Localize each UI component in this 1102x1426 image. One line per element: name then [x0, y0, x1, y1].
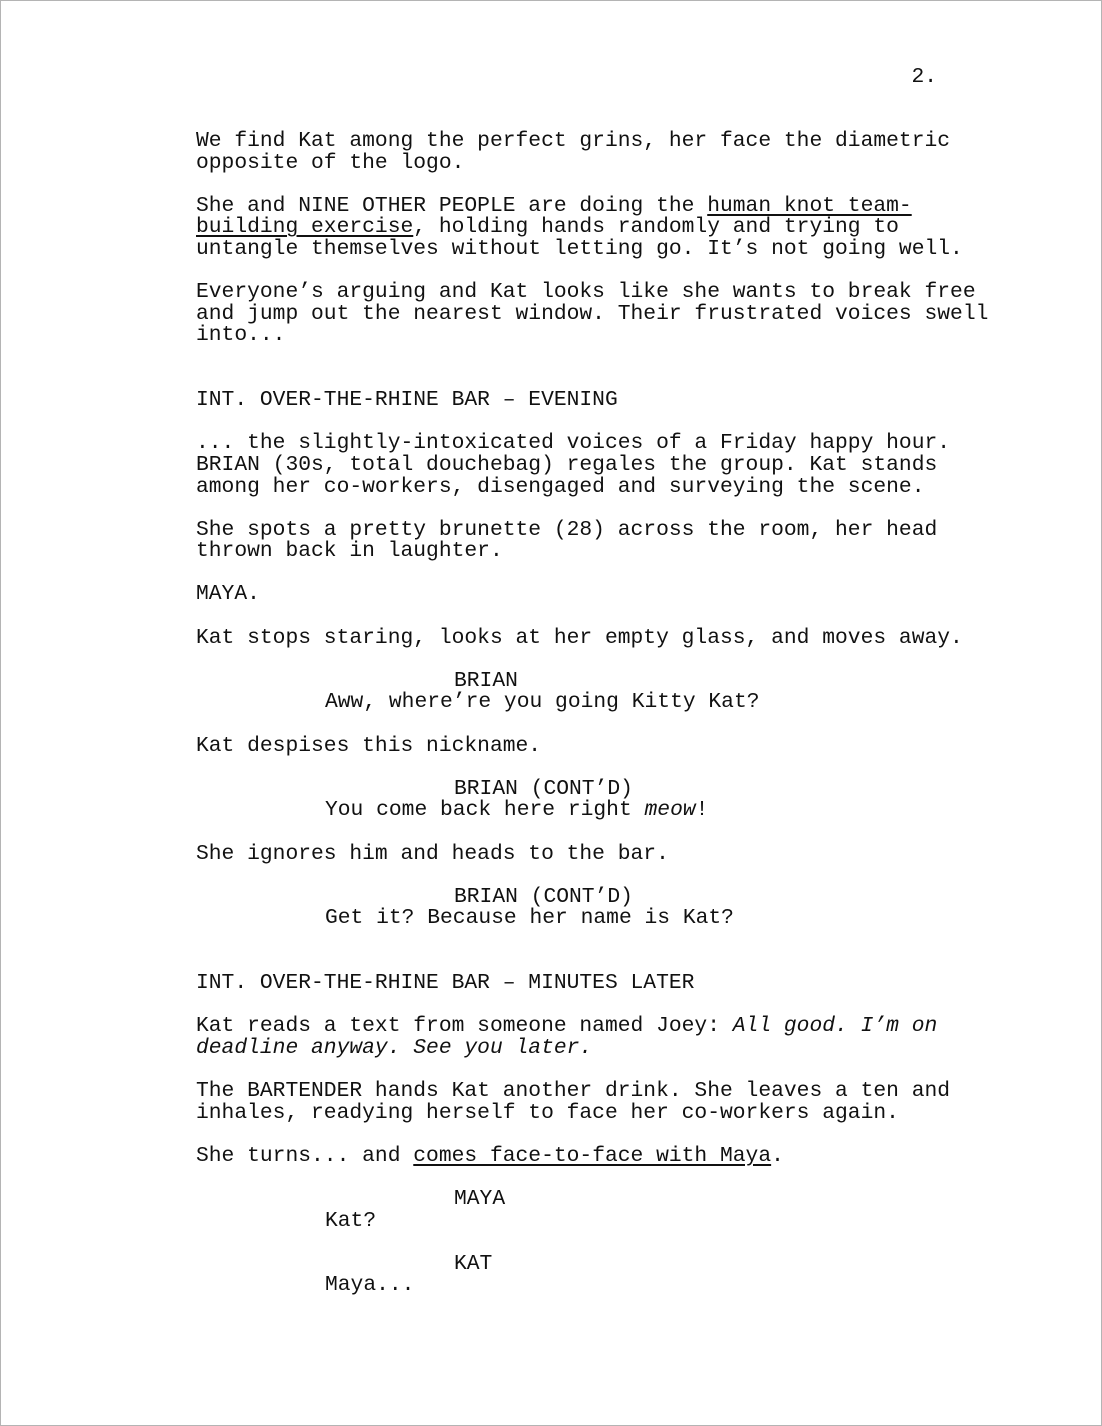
action-line [196, 733, 996, 758]
underlined-text: human knot team-building exercise [196, 193, 912, 240]
action-line [196, 1016, 996, 1059]
action-line [196, 517, 996, 564]
scene-heading: INT. OVER-THE-RHINE BAR – EVENING [196, 388, 618, 413]
underlined-text: comes face-to-face with Maya [413, 1143, 772, 1168]
dialogue-block [196, 884, 996, 931]
character-name: MAYA [454, 1187, 506, 1212]
action-line [196, 584, 996, 606]
dialogue-text: ! [695, 798, 709, 823]
action-text: Kat stops staring, looks at her empty glass, and moves away. [196, 625, 963, 650]
action-line [196, 193, 996, 261]
page-number: 2. [911, 65, 937, 89]
action-text: ... the slightly-intoxicated voices of a Friday happy hour. BRIAN (30s, total douchebag) regales the group. Kat stands among her co-workers, disengaged and surveying the scene. [196, 431, 951, 499]
dialogue-text: You come back here right [325, 798, 645, 823]
dialogue-block [196, 776, 996, 823]
dialogue-block [196, 1189, 996, 1232]
dialogue-line: Get it? Because her name is Kat? [325, 906, 734, 931]
italic-text: All good. I’m on deadline anyway. See you later. [196, 1014, 938, 1060]
action-text: She spots a pretty brunette (28) across the room, her head thrown back in laughter. [196, 517, 938, 564]
action-line [196, 841, 996, 866]
action-text: . [771, 1143, 784, 1168]
script-body [196, 131, 996, 1319]
dialogue-line: Maya... [325, 1273, 415, 1298]
character-name: BRIAN (CONT’D) [454, 884, 633, 909]
action-text: , holding hands randomly and trying to untangle themselves without letting go. It’s not going well. [196, 215, 963, 261]
action-line [196, 625, 996, 650]
scene-heading: INT. OVER-THE-RHINE BAR – MINUTES LATER [196, 971, 695, 996]
action-text: Kat despises this nickname. [196, 733, 542, 758]
action-line [196, 131, 996, 174]
character-name: BRIAN [454, 668, 518, 693]
action-text: MAYA. [196, 582, 260, 607]
action-text: We find Kat among the perfect grins, her face the diametric opposite of the logo. [196, 129, 951, 175]
action-text: She turns... and [196, 1143, 414, 1168]
dialogue-block [196, 668, 996, 715]
character-name: KAT [454, 1251, 493, 1276]
dialogue-line [325, 800, 996, 822]
action-line [196, 1081, 996, 1124]
screenplay-text [1, 1, 1101, 1425]
italic-text: meow [644, 798, 696, 823]
action-line [196, 282, 996, 347]
action-text: The BARTENDER hands Kat another drink. She leaves a ten and inhales, readying herself to face her co-workers again. [196, 1079, 951, 1125]
action-text: She and NINE OTHER PEOPLE are doing the [196, 193, 708, 218]
action-line [196, 1143, 996, 1168]
dialogue-line: Kat? [325, 1208, 377, 1233]
action-line [196, 433, 996, 498]
dialogue-line: Aww, where’re you going Kitty Kat? [325, 690, 760, 715]
action-text: Kat reads a text from someone named Joey: [196, 1014, 733, 1039]
character-name: BRIAN (CONT’D) [454, 776, 633, 801]
dialogue-block [196, 1251, 996, 1298]
action-text: Everyone’s arguing and Kat looks like she wants to break free and jump out the nearest window. Their frustrated voices swell into... [196, 280, 989, 348]
action-text: She ignores him and heads to the bar. [196, 841, 669, 866]
